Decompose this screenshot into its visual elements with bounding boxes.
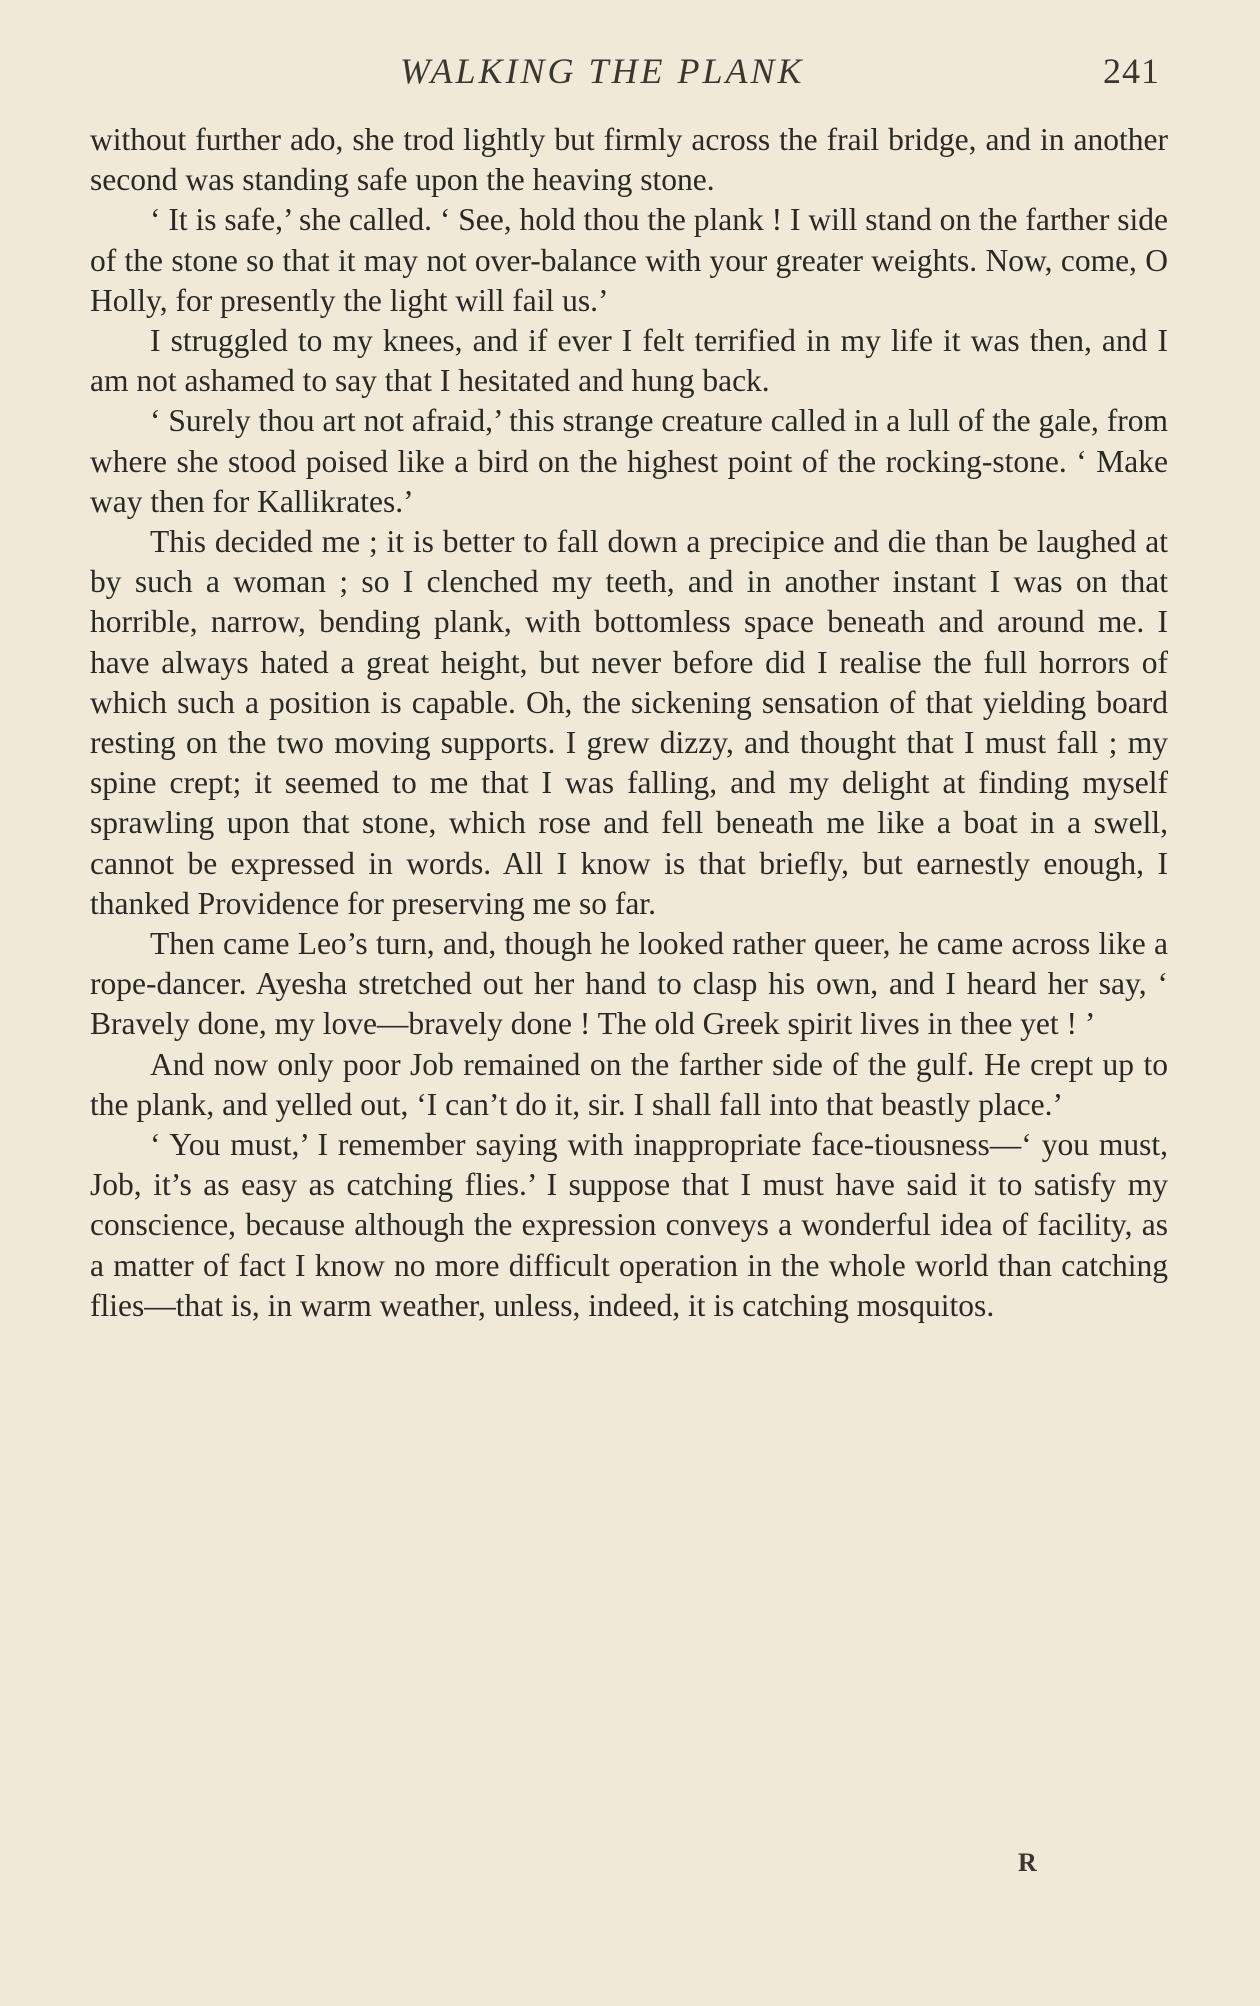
paragraph: ‘ You must,’ I remember saying with inappropriate face-tiousness—‘ you must, Job, it’s as easy as catching flies.’ I suppose that I must have said it to satisfy my conscience, because although the expression conveys a wonderful idea of facility, as a matter of fact I know no more difficult operation in the whole world than catching flies—that is, in warm weather, unless, indeed, it is catching mosquitos.	[90, 1127, 1168, 1323]
running-head	[400, 50, 1160, 100]
body-text	[90, 120, 1168, 1326]
running-title: WALKING THE PLANK	[400, 51, 805, 91]
paragraph: And now only poor Job remained on the farther side of the gulf. He crept up to the plank, and yelled out, ‘I can’t do it, sir. I shall fall into that beastly place.’	[90, 1046, 1168, 1122]
paragraph: ‘ Surely thou art not afraid,’ this strange creature called in a lull of the gale, from where she stood poised like a bird on the highest point of the rocking-stone. ‘ Make way then for Kallikrates.’	[90, 403, 1168, 519]
paragraph: Then came Leo’s turn, and, though he looked rather queer, he came across like a rope-dancer. Ayesha stretched out her hand to clasp his own, and I heard her say, ‘ Bravely done, my love—bravely done ! The old Greek spirit lives in thee yet ! ’	[90, 926, 1168, 1042]
paragraph: I struggled to my knees, and if ever I felt terrified in my life it was then, and I am not ashamed to say that I hesitated and hung back.	[90, 323, 1168, 399]
signature-mark: R	[1018, 1848, 1037, 1877]
paragraph: This decided me ; it is better to fall down a precipice and die than be laughed at by such a woman ; so I clenched my teeth, and in another instant I was on that horrible, narrow, bending plank, with bottomless space beneath and around me. I have always hated a great height, but never before did I realise the full horrors of which such a position is capable. Oh, the sickening sensation of that yielding board resting on the two moving supports. I grew dizzy, and thought that I must fall ; my spine crept; it seemed to me that I was falling, and my delight at finding myself sprawling upon that stone, which rose and fell beneath me like a boat in a swell, cannot be expressed in words. All I know is that briefly, but earnestly enough, I thanked Providence for preserving me so far.	[90, 524, 1168, 921]
page-number: 241	[1103, 51, 1160, 91]
paragraph: without further ado, she trod lightly but firmly across the frail bridge, and in another second was standing safe upon the heaving stone.	[90, 122, 1168, 198]
paragraph: ‘ It is safe,’ she called. ‘ See, hold thou the plank ! I will stand on the farther side of the stone so that it may not over-balance with your greater weights. Now, come, O Holly, for presently the light will fail us.’	[90, 202, 1168, 318]
